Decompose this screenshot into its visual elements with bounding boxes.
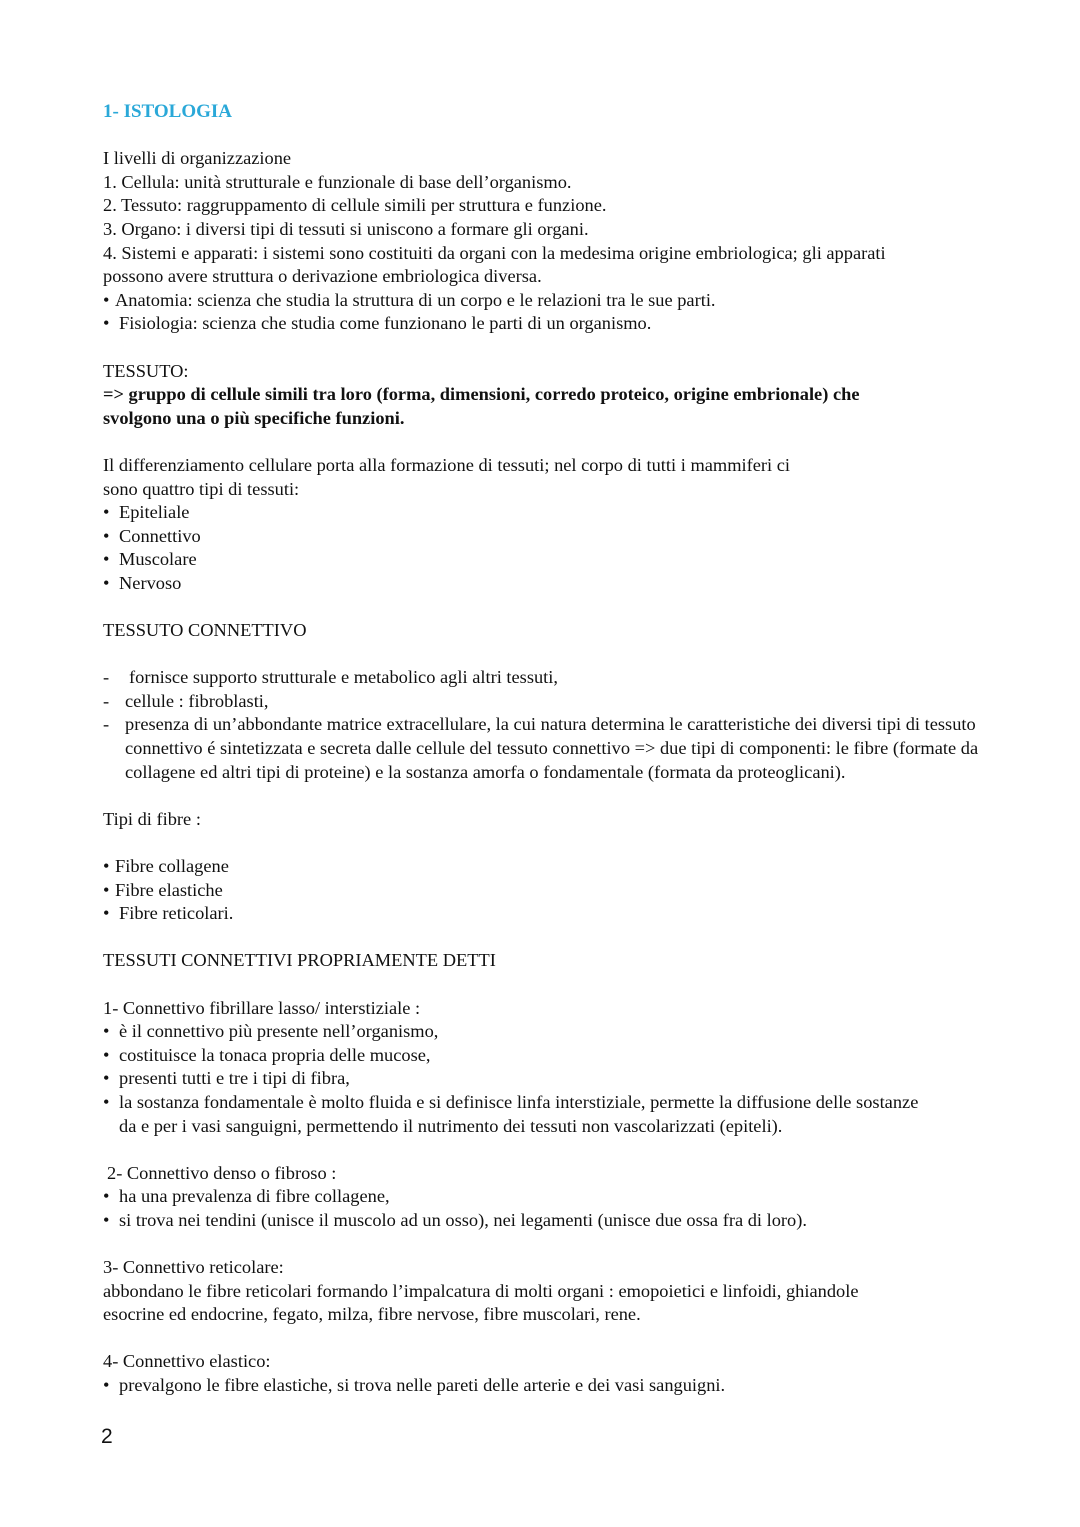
list-item: • Fibre elastiche: [103, 879, 1003, 903]
list-item: • è il connettivo più presente nell’organismo,: [103, 1020, 1003, 1044]
page-number: 2: [101, 1425, 113, 1448]
bullet-icon: •: [103, 313, 110, 334]
subsection-heading: 4- Connettivo elastico:: [103, 1351, 271, 1372]
list-item: • Muscolare: [103, 548, 1003, 572]
bullet-icon: •: [103, 1091, 110, 1112]
list-item: • Nervoso: [103, 572, 1003, 596]
subsection-heading: 2- Connettivo denso o fibroso :: [107, 1162, 337, 1183]
list-item: • Fibre collagene: [103, 855, 1003, 879]
list-item: • la sostanza fondamentale è molto fluida e si definisce linfa interstiziale, permette la diffusione delle sostanze da e per i vasi sanguigni, permettendo il nutrimento dei tessuti non vascolarizzati (epiteli).: [103, 1091, 919, 1136]
document-page: [103, 100, 1003, 1398]
bullet-icon: •: [103, 856, 110, 876]
propriamente-heading: TESSUTI CONNETTIVI PROPRIAMENTE DETTI: [103, 950, 496, 971]
bullet-icon: •: [103, 1209, 110, 1230]
dash-icon: -: [103, 667, 110, 688]
bullet-icon: •: [103, 502, 110, 523]
level-item: 2. Tessuto: raggruppamento di cellule simili per struttura e funzione.: [103, 195, 607, 216]
bullet-icon: •: [103, 1186, 110, 1207]
list-item: • costituisce la tonaca propria delle mucose,: [103, 1044, 1003, 1068]
list-item: • presenti tutti e tre i tipi di fibra,: [103, 1067, 1003, 1091]
list-item: • Fisiologia: scienza che studia come funzionano le parti di un organismo.: [103, 312, 1003, 336]
dash-item: - fornisce supporto strutturale e metabolico agli altri tessuti,: [103, 666, 1003, 690]
dash-icon: -: [103, 690, 110, 711]
list-item: • ha una prevalenza di fibre collagene,: [103, 1185, 1003, 1209]
bullet-icon: •: [103, 572, 110, 593]
paragraph: Il differenziamento cellulare porta alla formazione di tessuti; nel corpo di tutti i mammiferi ci: [103, 454, 791, 475]
list-item: • Fibre reticolari.: [103, 902, 1003, 926]
paragraph: sono quattro tipi di tessuti:: [103, 478, 300, 499]
subsection-heading: 1- Connettivo fibrillare lasso/ interstiziale :: [103, 997, 421, 1018]
bullet-icon: •: [103, 903, 110, 924]
list-item: • Epiteliale: [103, 501, 1003, 525]
list-item: • si trova nei tendini (unisce il muscolo ad un osso), nei legamenti (unisce due ossa fra di loro).: [103, 1209, 1003, 1233]
bullet-icon: •: [103, 549, 110, 570]
subsection-heading: 3- Connettivo reticolare:: [103, 1257, 284, 1278]
bullet-icon: •: [103, 1044, 110, 1065]
bullet-icon: •: [103, 1021, 110, 1042]
bullet-icon: •: [103, 1375, 110, 1396]
dash-item: - presenza di un’abbondante matrice extracellulare, la cui natura determina le caratteristiche dei diversi tipi di tessuto connettivo é sintetizzata e secreta dalle cellule del tessuto connettivo => due tipi di componenti: le fibre (formate da collagene ed altri tipi di proteine) e la sostanza amorfa o fondamentale (formata da proteoglicani).: [103, 714, 979, 782]
list-item: • Connettivo: [103, 525, 1003, 549]
fibre-heading: Tipi di fibre :: [103, 808, 201, 829]
list-item: • prevalgono le fibre elastiche, si trova nelle pareti delle arterie e dei vasi sanguigni.: [103, 1374, 1003, 1398]
section-title: 1- ISTOLOGIA: [103, 101, 232, 122]
bullet-icon: •: [103, 879, 110, 900]
levels-heading: I livelli di organizzazione: [103, 148, 292, 169]
level-item: possono avere struttura o derivazione embriologica diversa.: [103, 266, 542, 287]
dash-item: - cellule : fibroblasti,: [103, 690, 1003, 714]
level-item: 4. Sistemi e apparati: i sistemi sono costituiti da organi con la medesima origine embriologica; gli apparati: [103, 242, 886, 263]
bullet-icon: •: [103, 289, 110, 310]
level-item: 3. Organo: i diversi tipi di tessuti si uniscono a formare gli organi.: [103, 218, 589, 239]
bullet-icon: •: [103, 1068, 110, 1089]
dash-icon: -: [103, 714, 110, 735]
tessuto-definition: => gruppo di cellule simili tra loro (forma, dimensioni, corredo proteico, origine embrionale) che: [103, 384, 860, 405]
level-item: 1. Cellula: unità strutturale e funzionale di base dell’organismo.: [103, 171, 572, 192]
tessuto-definition: svolgono una o più specifiche funzioni.: [103, 407, 405, 428]
list-item: • Anatomia: scienza che studia la struttura di un corpo e le relazioni tra le sue parti.: [103, 289, 1003, 313]
tessuto-heading: TESSUTO:: [103, 360, 189, 381]
paragraph: esocrine ed endocrine, fegato, milza, fibre nervose, fibre muscolari, rene.: [103, 1304, 641, 1325]
connettivo-heading: TESSUTO CONNETTIVO: [103, 620, 307, 641]
bullet-icon: •: [103, 525, 110, 546]
paragraph: abbondano le fibre reticolari formando l’impalcatura di molti organi : emopoietici e linfoidi, ghiandole: [103, 1280, 859, 1301]
